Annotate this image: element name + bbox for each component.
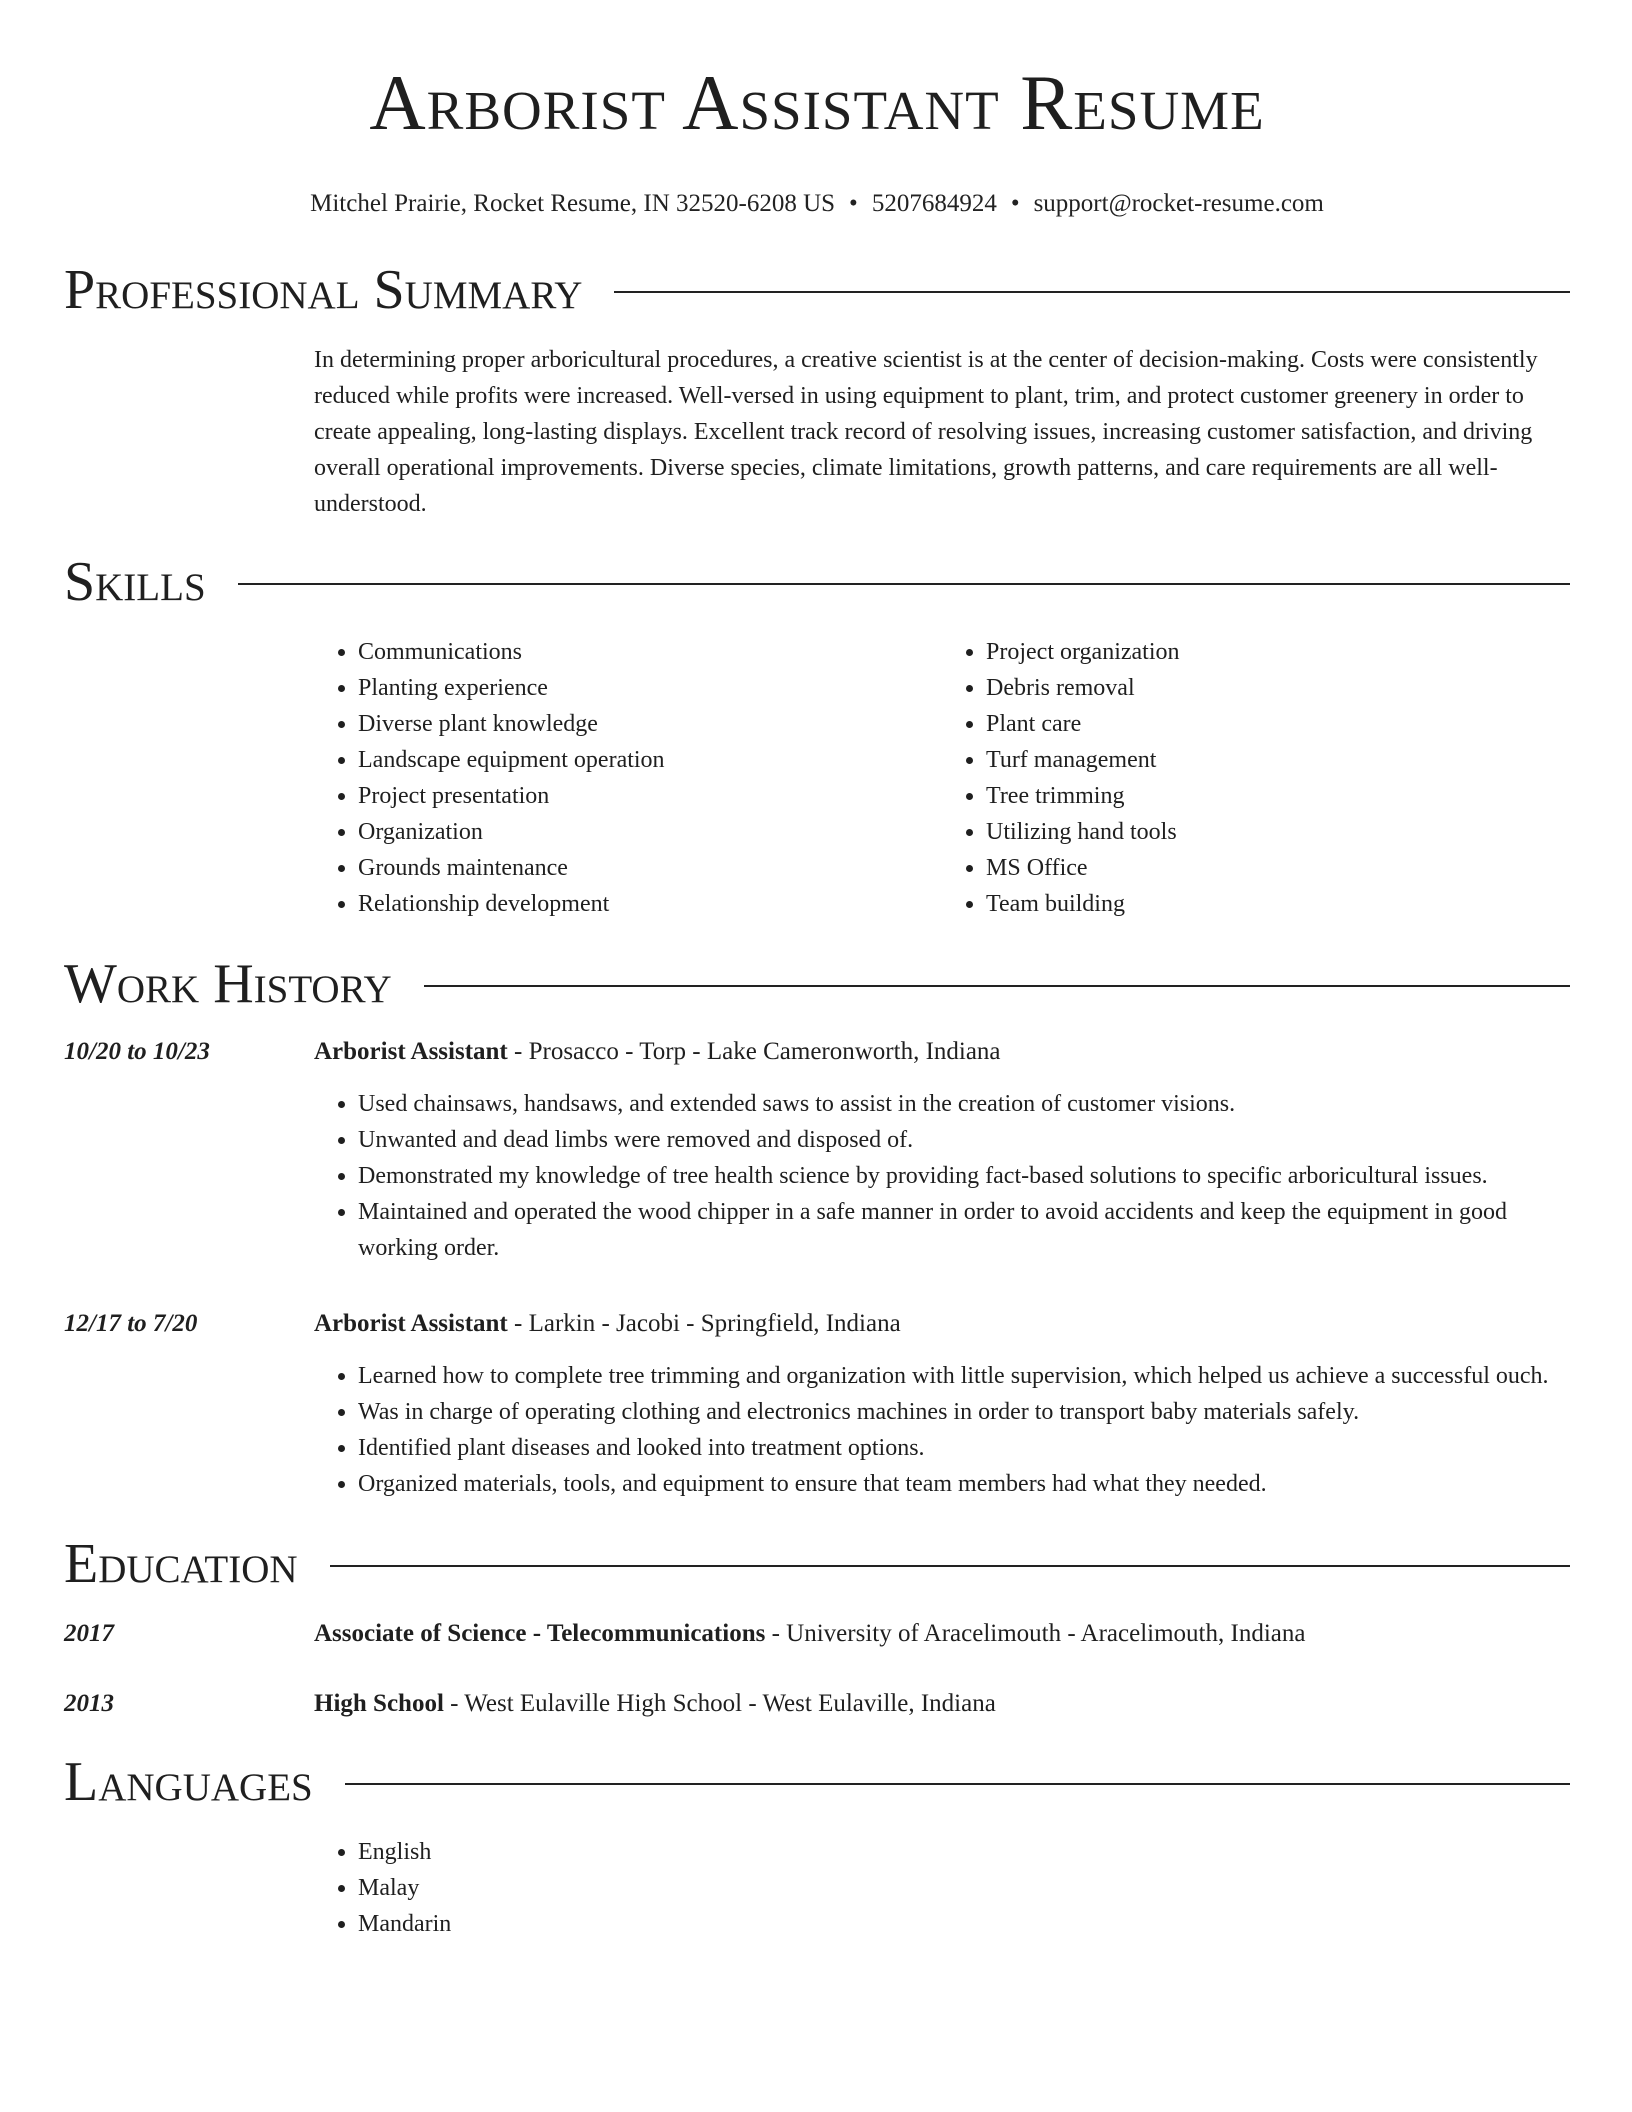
language-item: • Mandarin bbox=[358, 1906, 1570, 1942]
section-divider bbox=[424, 985, 1570, 987]
job-bullet: • Learned how to complete tree trimming and organization with little supervision, which helped us achieve a successful ouch. bbox=[358, 1358, 1570, 1394]
job-bullet: • Demonstrated my knowledge of tree health science by providing fact-based solutions to specific arboricultural issues. bbox=[358, 1158, 1570, 1194]
job-bullet: • Maintained and operated the wood chipper in a safe manner in order to avoid accidents and keep the equipment in good working order. bbox=[358, 1194, 1570, 1266]
skills-list-right bbox=[942, 634, 1570, 922]
summary-header bbox=[64, 260, 1570, 320]
skills-columns bbox=[314, 634, 1570, 922]
contact-address: Mitchel Prairie, Rocket Resume, IN 32520-6208 US bbox=[310, 190, 836, 217]
contact-separator: • bbox=[849, 190, 858, 217]
languages-section bbox=[64, 1752, 1570, 1942]
job-bullet: • Identified plant diseases and looked into treatment options. bbox=[358, 1430, 1570, 1466]
skill-item: • Relationship development bbox=[358, 886, 942, 922]
job-bullet: • Was in charge of operating clothing and electronics machines in order to transport baby materials safely. bbox=[358, 1394, 1570, 1430]
skills-section bbox=[64, 552, 1570, 922]
education-degree: High School bbox=[314, 1690, 444, 1717]
skill-item: • Plant care bbox=[986, 706, 1570, 742]
job-details bbox=[314, 1306, 1570, 1502]
job-dates: 10/20 to 10/23 bbox=[64, 1038, 210, 1065]
job-bullet: • Organized materials, tools, and equipment to ensure that team members had what they needed. bbox=[358, 1466, 1570, 1502]
skill-item: • Project organization bbox=[986, 634, 1570, 670]
job-bullets bbox=[314, 1358, 1570, 1502]
work-history-heading: Work History bbox=[64, 953, 392, 1015]
job-employer: - Larkin - Jacobi - Springfield, Indiana bbox=[507, 1310, 901, 1337]
language-item: • English bbox=[358, 1834, 1570, 1870]
languages-list-wrap bbox=[314, 1834, 1570, 1942]
education-details bbox=[314, 1686, 1570, 1722]
skill-item: • Tree trimming bbox=[986, 778, 1570, 814]
summary-text: In determining proper arboricultural procedures, a creative scientist is at the center of decision-making. Costs were consistently reduced while profits were increased. Well-versed in using equipment to plant, trim, and protect customer greenery in order to create appealing, long-lasting displays. Excellent track record of resolving issues, increasing customer satisfaction, and driving overall operational improvements. Diverse species, climate limitations, growth patterns, and care requirements are all well-understood. bbox=[314, 347, 1538, 517]
language-item: • Malay bbox=[358, 1870, 1570, 1906]
job-dates: 12/17 to 7/20 bbox=[64, 1310, 198, 1337]
skill-item: • Diverse plant knowledge bbox=[358, 706, 942, 742]
education-year: 2017 bbox=[64, 1620, 114, 1647]
section-divider bbox=[614, 291, 1570, 293]
work-history-section bbox=[64, 954, 1570, 1502]
resume-title: Arborist Assistant Resume bbox=[369, 59, 1265, 146]
skill-item: • Landscape equipment operation bbox=[358, 742, 942, 778]
education-entry bbox=[64, 1616, 1570, 1652]
job-title: Arborist Assistant bbox=[314, 1038, 508, 1065]
education-section bbox=[64, 1534, 1570, 1722]
job-employer: - Prosacco - Torp - Lake Cameronworth, Indiana bbox=[507, 1038, 1001, 1065]
work-history-header bbox=[64, 954, 1570, 1014]
job-header bbox=[314, 1306, 1570, 1342]
languages-header bbox=[64, 1752, 1570, 1812]
skills-header bbox=[64, 552, 1570, 612]
job-details bbox=[314, 1034, 1570, 1266]
job-entry bbox=[64, 1306, 1570, 1502]
skill-item: • Planting experience bbox=[358, 670, 942, 706]
job-header bbox=[314, 1034, 1570, 1070]
contact-line bbox=[64, 188, 1570, 220]
section-divider bbox=[345, 1783, 1570, 1785]
skill-item: • Utilizing hand tools bbox=[986, 814, 1570, 850]
summary-heading: Professional Summary bbox=[64, 259, 583, 321]
skills-heading: Skills bbox=[64, 551, 206, 613]
education-heading: Education bbox=[64, 1533, 298, 1595]
education-header bbox=[64, 1534, 1570, 1594]
job-title: Arborist Assistant bbox=[314, 1310, 508, 1337]
languages-list bbox=[314, 1834, 1570, 1942]
skills-list-left bbox=[314, 634, 942, 922]
job-bullets bbox=[314, 1086, 1570, 1266]
education-degree: Associate of Science - Telecommunications bbox=[314, 1620, 766, 1647]
contact-email: support@rocket-resume.com bbox=[1033, 190, 1324, 217]
languages-heading: Languages bbox=[64, 1751, 313, 1813]
skill-item: • Debris removal bbox=[986, 670, 1570, 706]
education-school: - University of Aracelimouth - Aracelimouth, Indiana bbox=[765, 1620, 1306, 1647]
section-divider bbox=[238, 583, 1570, 585]
skill-item: • Grounds maintenance bbox=[358, 850, 942, 886]
education-details bbox=[314, 1616, 1570, 1652]
education-entry bbox=[64, 1686, 1570, 1722]
skill-item: • Team building bbox=[986, 886, 1570, 922]
job-bullet: • Unwanted and dead limbs were removed and disposed of. bbox=[358, 1122, 1570, 1158]
section-divider bbox=[330, 1565, 1570, 1567]
summary-section bbox=[64, 260, 1570, 522]
education-year: 2013 bbox=[64, 1690, 114, 1717]
skill-item: • Turf management bbox=[986, 742, 1570, 778]
education-school: - West Eulaville High School - West Eulaville, Indiana bbox=[443, 1690, 996, 1717]
contact-separator: • bbox=[1010, 190, 1020, 217]
skill-item: • MS Office bbox=[986, 850, 1570, 886]
job-bullet: • Used chainsaws, handsaws, and extended saws to assist in the creation of customer visions. bbox=[358, 1086, 1570, 1122]
skill-item: • Organization bbox=[358, 814, 942, 850]
contact-phone: 5207684924 bbox=[871, 190, 997, 217]
skill-item: • Communications bbox=[358, 634, 942, 670]
skill-item: • Project presentation bbox=[358, 778, 942, 814]
job-entry bbox=[64, 1034, 1570, 1266]
